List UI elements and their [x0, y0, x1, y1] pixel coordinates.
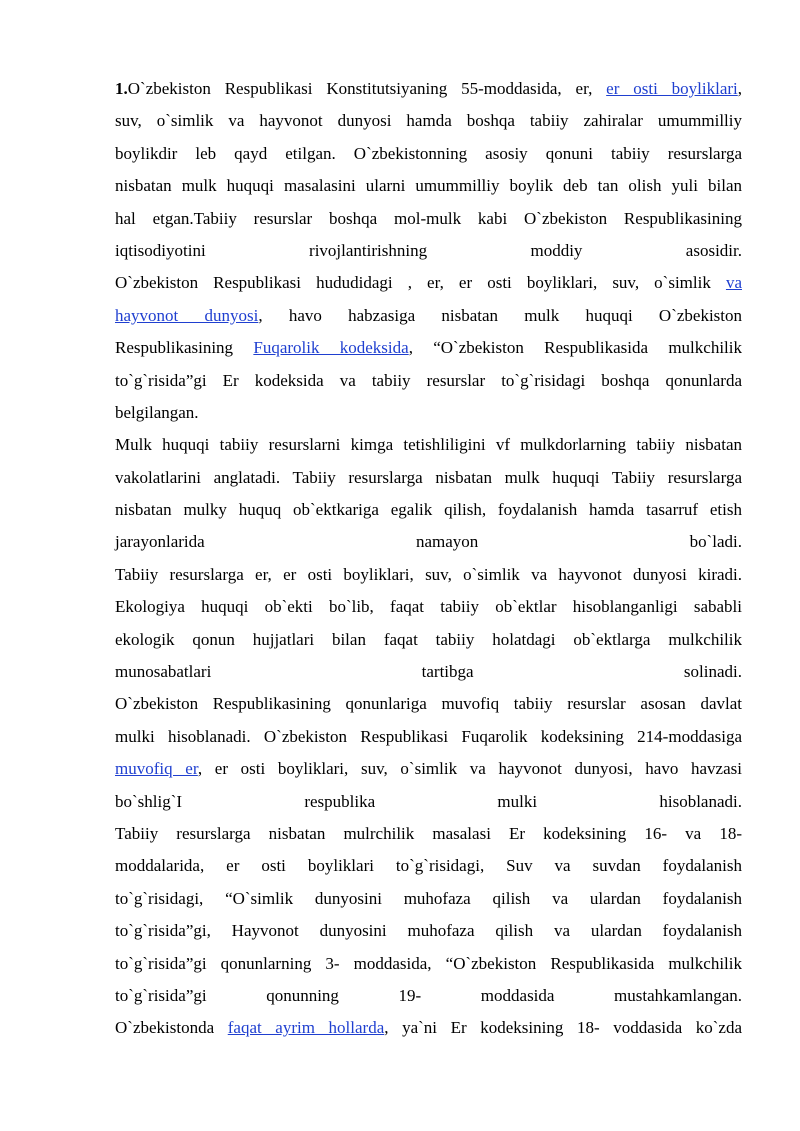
- text-run: bo`shlig`I respublika mulki hisoblanadi.: [115, 791, 742, 811]
- text-run: belgilangan.: [115, 402, 199, 422]
- text-line: [115, 656, 742, 688]
- text-line: [115, 559, 742, 591]
- text-run: , “O`zbekiston Respublikasida mulkchilik: [408, 338, 742, 358]
- text-line: [115, 526, 742, 558]
- text-run: to`g`risida”gi, Hayvonot dunyosini muhofaza qilish va ulardan foydalanish: [115, 921, 742, 941]
- text-run: Ekologiya huquqi ob`ekti bo`lib, faqat tabiiy ob`ektlar hisoblanganligi sababli: [115, 597, 742, 617]
- text-line: [115, 332, 742, 364]
- hyperlink[interactable]: hayvonot dunyosi: [115, 305, 259, 325]
- text-line: [115, 591, 742, 623]
- text-run: moddalarida, er osti boyliklari to`g`risidagi, Suv va suvdan foydalanish: [115, 856, 742, 876]
- text-run: nisbatan mulk huquqi masalasini ularni umummilliy boylik deb tan olish yuli bilan: [115, 176, 742, 196]
- text-run: jarayonlarida namayon bo`ladi.: [115, 532, 742, 552]
- text-run: suv, o`simlik va hayvonot dunyosi hamda boshqa tabiiy zahiralar umummilliy: [115, 111, 742, 131]
- text-run: Mulk huquqi tabiiy resurslarni kimga tetishliligini vf mulkdorlarning tabiiy nisbatan: [115, 435, 742, 455]
- text-run: to`g`risidagi, “O`simlik dunyosini muhofaza qilish va ulardan foydalanish: [115, 888, 742, 908]
- text-run: to`g`risida”gi Er kodeksida va tabiiy resurslar to`g`risidagi boshqa qonunlarda: [115, 370, 742, 390]
- text-line: [115, 915, 742, 947]
- text-line: [115, 462, 742, 494]
- text-line: [115, 850, 742, 882]
- text-run: vakolatlarini anglatadi. Tabiiy resurslarga nisbatan mulk huquqi Tabiiy resurslarga: [115, 467, 742, 487]
- hyperlink[interactable]: Fuqarolik kodeksida: [253, 338, 409, 358]
- section-number: 1.: [115, 79, 128, 98]
- text-run: nisbatan mulky huquq ob`ektkariga egalik qilish, foydalanish hamda tasarruf etish: [115, 500, 742, 520]
- text-run: munosabatlari tartibga solinadi.: [115, 662, 742, 682]
- text-run: to`g`risida”gi qonunlarning 3- moddasida, “O`zbekiston Respublikasida mulkchilik: [115, 953, 742, 973]
- text-run: , er osti boyliklari, suv, o`simlik va hayvonot dunyosi, havo havzasi: [197, 759, 742, 779]
- text-run: ,: [737, 79, 742, 98]
- text-line: [115, 721, 742, 753]
- text-run: mulki hisoblanadi. O`zbekiston Respublikasi Fuqarolik kodeksining 214-moddasiga: [115, 726, 742, 746]
- text-line: [115, 753, 742, 785]
- hyperlink[interactable]: muvofiq er: [115, 759, 198, 779]
- text-run: Respublikasining: [115, 338, 254, 358]
- text-run: O`zbekiston Respublikasi Konstitutsiyaning 55-moddasida, er,: [127, 79, 607, 98]
- text-line: [115, 980, 742, 1012]
- text-line: [115, 138, 742, 170]
- text-run: O`zbekistonda: [115, 1018, 228, 1038]
- text-line: [115, 1012, 742, 1044]
- text-line: [115, 73, 742, 105]
- text-run: O`zbekiston Respublikasining qonunlariga muvofiq tabiiy resurslar asosan davlat: [115, 694, 742, 714]
- text-run: ekologik qonun hujjatlari bilan faqat tabiiy holatdagi ob`ektlarga mulkchilik: [115, 629, 742, 649]
- text-run: , havo habzasiga nisbatan mulk huquqi O`zbekiston: [258, 305, 743, 325]
- text-run: iqtisodiyotini rivojlantirishning moddiy asosidir.: [115, 240, 742, 260]
- text-run: Tabiiy resurslarga nisbatan mulrchilik masalasi Er kodeksining 16- va 18-: [115, 823, 742, 843]
- text-line: [115, 818, 742, 850]
- text-line: [115, 494, 742, 526]
- text-line: [115, 786, 742, 818]
- text-line: [115, 429, 742, 461]
- text-run: boylikdir leb qayd etilgan. O`zbekistonning asosiy qonuni tabiiy resurslarga: [115, 143, 742, 163]
- text-run: , ya`ni Er kodeksining 18- voddasida ko`zda: [384, 1018, 742, 1038]
- text-line: [115, 688, 742, 720]
- hyperlink[interactable]: faqat ayrim hollarda: [227, 1018, 385, 1038]
- text-line: [115, 267, 742, 299]
- hyperlink[interactable]: er osti boyliklari: [606, 79, 738, 98]
- text-line: [115, 105, 742, 137]
- text-run: Tabiiy resurslarga er, er osti boyliklari, suv, o`simlik va hayvonot dunyosi kiradi.: [115, 564, 742, 584]
- text-line: [115, 883, 742, 915]
- text-line: [115, 365, 742, 397]
- text-run: O`zbekiston Respublikasi hududidagi , er, er osti boyliklari, suv, o`simlik: [115, 273, 726, 293]
- text-line: [115, 948, 742, 980]
- text-line: [115, 235, 742, 267]
- text-line: [115, 624, 742, 656]
- text-line: [115, 170, 742, 202]
- text-line: [115, 300, 742, 332]
- text-run: hal etgan.Tabiiy resurslar boshqa mol-mulk kabi O`zbekiston Respublikasining: [115, 208, 742, 228]
- text-run: to`g`risida”gi qonunning 19- moddasida mustahkamlangan.: [115, 985, 742, 1005]
- text-line: [115, 203, 742, 235]
- hyperlink[interactable]: va: [725, 273, 742, 293]
- text-line: [115, 397, 742, 429]
- document-body: [115, 73, 742, 1045]
